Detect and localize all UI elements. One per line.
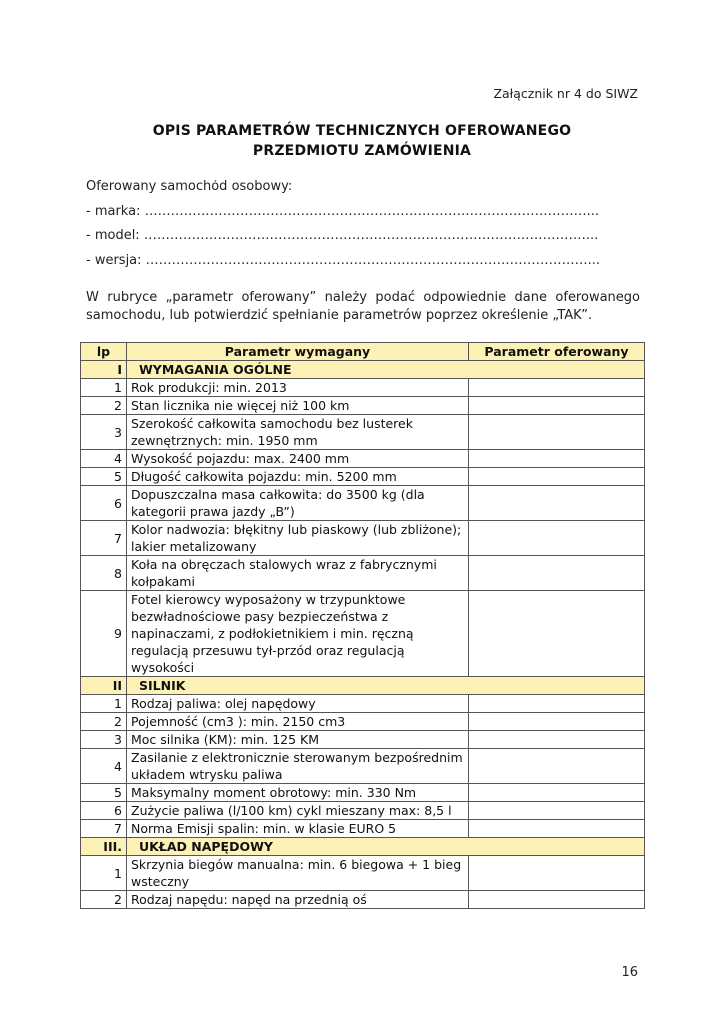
table-row (81, 749, 645, 784)
table-row (81, 802, 645, 820)
document-title (80, 121, 644, 161)
row-number: 5 (81, 468, 127, 486)
table-row (81, 591, 645, 677)
required-parameter-cell: Rodzaj paliwa: olej napędowy (127, 695, 469, 713)
required-parameter-cell: Rodzaj napędu: napęd na przednią oś (127, 891, 469, 909)
offered-parameter-cell[interactable] (469, 556, 645, 591)
row-number: 4 (81, 450, 127, 468)
required-parameter-cell: Koła na obręczach stalowych wraz z fabrycznymi kołpakami (127, 556, 469, 591)
table-row (81, 415, 645, 450)
section-title: SILNIK (127, 677, 645, 695)
offer-model-line: - model: …………………………………………………………………………………………... (86, 229, 599, 243)
required-parameter-cell: Szerokość całkowita samochodu bez lusterek zewnętrznych: min. 1950 mm (127, 415, 469, 450)
offered-parameter-cell[interactable] (469, 731, 645, 749)
row-number: 3 (81, 415, 127, 450)
row-number: 6 (81, 802, 127, 820)
offered-parameter-cell[interactable] (469, 397, 645, 415)
offer-section (86, 180, 646, 278)
row-number: 1 (81, 379, 127, 397)
section-row (81, 677, 645, 695)
table-row (81, 856, 645, 891)
required-parameter-cell: Moc silnika (KM): min. 125 KM (127, 731, 469, 749)
parameters-table (80, 342, 645, 909)
required-parameter-cell: Maksymalny moment obrotowy: min. 330 Nm (127, 784, 469, 802)
table-header-row (81, 343, 645, 361)
row-number: 7 (81, 820, 127, 838)
table-row (81, 784, 645, 802)
page-number: 16 (621, 965, 638, 980)
required-parameter-cell: Rok produkcji: min. 2013 (127, 379, 469, 397)
offered-parameter-cell[interactable] (469, 591, 645, 677)
offered-parameter-cell[interactable] (469, 415, 645, 450)
section-title: UKŁAD NAPĘDOWY (127, 838, 645, 856)
row-number: 6 (81, 486, 127, 521)
row-number: 4 (81, 749, 127, 784)
required-parameter-cell: Kolor nadwozia: błękitny lub piaskowy (lub zbliżone); lakier metalizowany (127, 521, 469, 556)
row-number: 8 (81, 556, 127, 591)
table-row (81, 820, 645, 838)
header-offered-parameter: Parametr oferowany (469, 343, 645, 361)
offered-parameter-cell[interactable] (469, 749, 645, 784)
header-lp: lp (81, 343, 127, 361)
table-row (81, 695, 645, 713)
attachment-label: Załącznik nr 4 do SIWZ (493, 86, 638, 101)
row-number: 2 (81, 891, 127, 909)
required-parameter-cell: Fotel kierowcy wyposażony w trzypunktowe bezwładnościowe pasy bezpieczeństwa z napinaczami, z podłokietnikiem i min. ręczną regulacją przesuwu tył-przód oraz regulacją wysokości (127, 591, 469, 677)
table-row (81, 379, 645, 397)
section-number: I (81, 361, 127, 379)
table-row (81, 397, 645, 415)
offer-version-line: - wersja: …………………………………………………………………………………………... (86, 253, 601, 268)
required-parameter-cell: Zużycie paliwa (l/100 km) cykl mieszany max: 8,5 l (127, 802, 469, 820)
table-row (81, 450, 645, 468)
table-row (81, 891, 645, 909)
required-parameter-cell: Wysokość pojazdu: max. 2400 mm (127, 450, 469, 468)
offered-parameter-cell[interactable] (469, 713, 645, 731)
table-body (81, 361, 645, 909)
required-parameter-cell: Skrzynia biegów manualna: min. 6 biegowa + 1 bieg wsteczny (127, 856, 469, 891)
offered-parameter-cell[interactable] (469, 486, 645, 521)
section-row (81, 361, 645, 379)
title-line-2: PRZEDMIOTU ZAMÓWIENIA (252, 143, 472, 159)
row-number: 1 (81, 856, 127, 891)
offered-parameter-cell[interactable] (469, 379, 645, 397)
required-parameter-cell: Długość całkowita pojazdu: min. 5200 mm (127, 468, 469, 486)
table-row (81, 556, 645, 591)
offered-parameter-cell[interactable] (469, 695, 645, 713)
table-row (81, 731, 645, 749)
required-parameter-cell: Norma Emisji spalin: min. w klasie EURO 5 (127, 820, 469, 838)
offered-parameter-cell[interactable] (469, 468, 645, 486)
required-parameter-cell: Stan licznika nie więcej niż 100 km (127, 397, 469, 415)
required-parameter-cell: Zasilanie z elektronicznie sterowanym bezpośrednim układem wtrysku paliwa (127, 749, 469, 784)
required-parameter-cell: Pojemność (cm3 ): min. 2150 cm3 (127, 713, 469, 731)
required-parameter-cell: Dopuszczalna masa całkowita: do 3500 kg (dla kategorii prawa jazdy „B”) (127, 486, 469, 521)
title-line-1: OPIS PARAMETRÓW TECHNICZNYCH OFEROWANEGO (152, 123, 572, 139)
row-number: 1 (81, 695, 127, 713)
table-row (81, 486, 645, 521)
offered-parameter-cell[interactable] (469, 450, 645, 468)
header-required-parameter: Parametr wymagany (127, 343, 469, 361)
offer-brand-line: - marka: …………………………………………………………………………………………... (86, 204, 599, 219)
offered-parameter-cell[interactable] (469, 820, 645, 838)
section-number: II (81, 677, 127, 695)
offered-parameter-cell[interactable] (469, 784, 645, 802)
section-number: III. (81, 838, 127, 856)
instruction-note: W rubryce „parametr oferowany” należy podać odpowiednie dane oferowanego samochodu, lub potwierdzić spełnianie parametrów poprzez określenie „TAK”. (86, 290, 640, 323)
section-title: WYMAGANIA OGÓLNE (127, 361, 645, 379)
section-row (81, 838, 645, 856)
offered-parameter-cell[interactable] (469, 521, 645, 556)
row-number: 7 (81, 521, 127, 556)
row-number: 9 (81, 591, 127, 677)
row-number: 2 (81, 713, 127, 731)
table-row (81, 468, 645, 486)
offer-intro: Oferowany samochód osobowy: (86, 180, 293, 194)
table-row (81, 521, 645, 556)
row-number: 2 (81, 397, 127, 415)
offered-parameter-cell[interactable] (469, 802, 645, 820)
offered-parameter-cell[interactable] (469, 891, 645, 909)
row-number: 5 (81, 784, 127, 802)
offered-parameter-cell[interactable] (469, 856, 645, 891)
row-number: 3 (81, 731, 127, 749)
table-row (81, 713, 645, 731)
